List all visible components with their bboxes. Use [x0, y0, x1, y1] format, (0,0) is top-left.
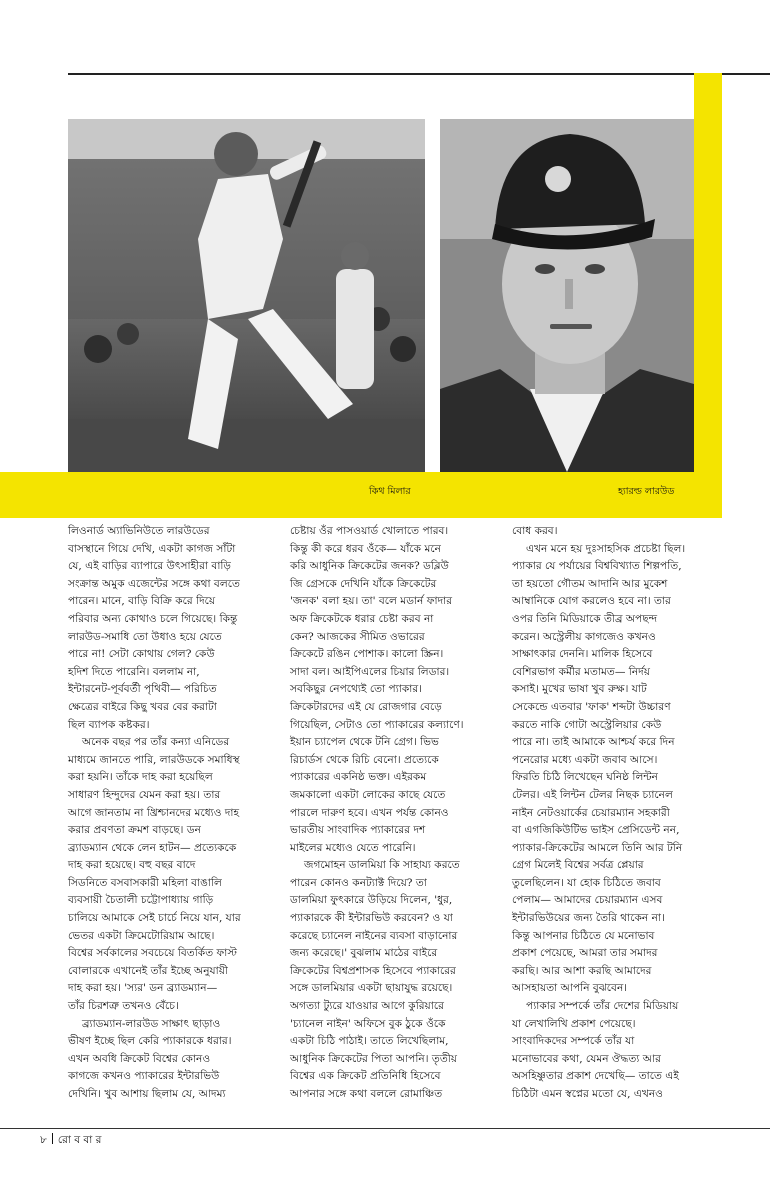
article-line: দাহ করা হয়েছে। বহু বছর বাদে	[68, 859, 196, 872]
article-line: কিন্তু কী করে ধরব ওঁকে— যাঁকে মনে	[290, 542, 441, 555]
article-line: করি আধুনিক ক্রিকেটের জনক? ডব্লিউ	[290, 560, 449, 573]
article-line: গ্রেগ মিলেই বিশ্বের সর্বত্র প্লেয়ার	[512, 859, 644, 872]
article-line: অনেক বছর পর তাঁর কন্যা এনিডের	[82, 736, 230, 749]
article-line: করতে নাকি গোটা অস্ট্রেলিয়ার কেউ	[512, 718, 662, 731]
article-line: দেখিনি। খুব আশায় ছিলাম যে, আদম্য	[68, 1088, 226, 1100]
article-line: পারেন কোনও কনট্যাক্ট দিয়ে? তা	[290, 876, 427, 889]
article-line: পারে না! সেটা কোথায় গেল? কেউ	[68, 648, 215, 661]
article-line: জগমোহন ডালমিয়া কি সাহায্য করতে	[304, 859, 460, 872]
footer-rule	[0, 1128, 770, 1129]
article-line: টেলর। এই লিন্টন টেলর নিছক চ্যানেল	[512, 788, 673, 801]
article-line: প্যাকারকে কী ইন্টারভিউ করবেন? ও যা	[290, 912, 453, 925]
article-line: আপনার সঙ্গে কথা বললে রোমাঞ্চিত	[290, 1088, 443, 1100]
article-line: করেছে চ্যানেল নাইনের ব্যবসা বাড়ানোর	[290, 929, 458, 942]
article-line: বা এগজিকিউটিভ ভাইস প্রেসিডেন্ট নন,	[512, 824, 680, 837]
article-line: লারউড-সমাধি তো উধাও হয়ে যেতে	[68, 630, 222, 643]
article-line: ইয়ান চ্যাপেল থেকে টনি গ্রেগ। ভিভ	[290, 736, 439, 749]
article-line: লিওনার্ড অ্যাভিনিউতে লারউডের	[68, 525, 210, 537]
article-line: প্যাকারের একনিষ্ঠ ভক্ত। এইরকম	[290, 771, 427, 784]
article-line: কাগজে কখনও প্যাকারের ইন্টারভিউ	[68, 1070, 220, 1083]
article-line: সাদা বল। আইপিএলের চিয়ার লিডার।	[290, 665, 450, 678]
yellow-accent-vertical	[694, 73, 722, 518]
article-line: আধুনিক ক্রিকেটের পিতা আপনি। তৃতীয়	[290, 1052, 458, 1065]
article-line: আসহায়তা আপনি বুঝবেন।	[512, 982, 628, 995]
article-line: কিন্তু আপনার চিঠিতে যে মনোভাব	[512, 929, 655, 942]
article-line: হদিশ দিতে পারেনি। বললাম না,	[68, 665, 200, 678]
article-line: করা হয়নি। তাঁকে দাহ করা হয়েছিল	[68, 771, 213, 784]
article-line: জন্য করেছে।' বুঝলাম মাঠের বাইরে	[290, 947, 438, 960]
footer-separator	[52, 1133, 53, 1144]
article-line: করছি। আর আশা করছি আমাদের	[512, 964, 652, 977]
article-line: সবকিছুর নেপথ্যেই তো প্যাকার।	[290, 683, 422, 696]
article-column-2	[290, 523, 503, 1104]
article-line: প্যাকার-ক্রিকেটের আমলে তিনি আর টনি	[512, 841, 683, 854]
article-line: এখন মনে হয় দুঃসাহসিক প্রচেষ্টা ছিল।	[526, 542, 686, 555]
article-line: জি গ্রেসকে দেখিনি যাঁকে ক্রিকেটের	[290, 577, 437, 590]
article-line: জমকালো একটা লোকের কাছে যেতে	[290, 788, 446, 801]
article-line: সঙ্গে ডালমিয়ার একটা ছায়াযুদ্ধ রয়েছে।	[290, 982, 453, 995]
article-line: অগত্যা ট্যুরে যাওয়ার আগে কুরিয়ারে	[290, 1000, 444, 1013]
article-line: চিঠিটা এমন স্বপ্নের মতো যে, এখনও	[512, 1088, 663, 1100]
article-paragraph	[68, 1016, 281, 1104]
article-line: সাংবাদিকদের সম্পর্কে তাঁর যা	[512, 1035, 635, 1048]
photo-caption-left: কিথ মিলার	[369, 486, 411, 497]
article-line: ভারতীয় সাংবাদিক প্যাকারের দশ	[290, 824, 426, 837]
article-column-1	[68, 523, 281, 1104]
article-line: তাঁর চিরশত্রু তখনও বেঁচে।	[68, 1000, 179, 1013]
article-line: ক্রিকেটারদের এই যে রোজগার বেড়ে	[290, 700, 442, 713]
article-line: ব্যবসায়ী চৈতালী চট্টোপাধ্যায় গাড়ি	[68, 894, 214, 907]
article-line: মাইলের মধ্যেও যেতে পারেনি।	[290, 841, 416, 854]
article-line: বাসস্থানে গিয়ে দেখি, একটা কাগজ সাঁটা	[68, 542, 236, 555]
harold-larwood-photo	[440, 119, 694, 472]
article-line: গিয়েছিল, সেটাও তো প্যাকারের কল্যাণে।	[290, 718, 464, 731]
article-line: ক্রিকেটে রঙিন পোশাক। কালো স্ক্রিন।	[290, 648, 444, 661]
article-line: যে, এই বাড়ির ব্যাপারে উৎসাহীরা বাড়ি	[68, 560, 231, 573]
article-line: সেকেন্ডে এতবার 'ফাক' শব্দটা উচ্চারণ	[512, 700, 671, 713]
article-line: ভীষণ ইচ্ছে ছিল কেরি প্যাকারকে ধরার।	[68, 1035, 232, 1048]
page-number: ৮	[40, 1134, 47, 1146]
article-column-3	[512, 523, 742, 1104]
photo-caption-right: হ্যারল্ড লারউড	[618, 486, 675, 497]
article-line: ব্র্যাডম্যান-লারউড সাক্ষাৎ ছাড়াও	[82, 1017, 221, 1030]
article-line: বিশ্বের এক ক্রিকেট প্রতিনিধি হিসেবে	[290, 1070, 441, 1083]
article-line: কেন? আজকের সীমিত ওভারের	[290, 630, 425, 643]
article-line: বেশিরভাগ কর্মীর মতামত— নির্দয়	[512, 665, 650, 678]
article-line: পারে না। তাই আমাকে আশ্চর্য করে দিন	[512, 736, 675, 749]
article-line: সংক্রান্ত অমুক এজেন্টের সঙ্গে কথা বলতে	[68, 577, 240, 590]
page-footer	[40, 1133, 101, 1150]
article-line: ক্রিকেটের বিশ্বপ্রশাসক হিসেবে প্যাকারের	[290, 964, 456, 977]
article-line: যা লেখালিখি প্রকাশ পেয়েছে।	[512, 1017, 636, 1030]
article-line: তা হয়তো গৌতম আদানি আর মুকেশ	[512, 577, 668, 590]
yellow-caption-band	[0, 472, 722, 518]
keith-miller-photo	[68, 119, 425, 472]
article-line: পারলে দারুণ হবে। এখন পর্যন্ত কোনও	[290, 806, 449, 819]
article-paragraph	[68, 734, 281, 1016]
article-line: আম্বানিকে যোগ করলেও হবে না। তার	[512, 595, 671, 608]
article-line: ভেতর একটা ক্রিমেটোরিয়াম আছে।	[68, 929, 215, 942]
article-paragraph	[512, 523, 742, 541]
article-line: 'জনক' বলা হয়। তা' বলে মডার্ন ফাদার	[290, 595, 453, 608]
article-line: দাহ করা হয়। 'স্যর' ডন ব্র্যাডম্যান—	[68, 982, 218, 995]
article-line: কসাই। মুখের ভাষা খুব রুক্ষ। যাট	[512, 683, 647, 696]
article-line: ছিল ব্যাপক কষ্টকর।	[68, 718, 150, 731]
article-paragraph	[290, 857, 503, 1103]
article-line: প্যাকার যে পর্যায়ের বিশ্ববিখ্যাত শিল্পপতি,	[512, 560, 682, 573]
article-line: ইন্টারভিউয়ের জন্য তৈরি থাকেন না।	[512, 912, 665, 925]
article-line: চেষ্টায় ওঁর পাসওয়ার্ড খোলাতে পারব।	[290, 525, 449, 537]
article-line: করার প্রবণতা ক্রমশ বাড়ছে। ডন	[68, 824, 201, 837]
article-line: সাক্ষাৎকার দেননি। মালিক হিসেবে	[512, 648, 653, 661]
article-line: রিচার্ডস থেকে রিচি বেনো। প্রত্যেকে	[290, 753, 439, 766]
article-line: একটা চিঠি পাঠাই। তাতে লিখেছিলাম,	[290, 1035, 449, 1048]
article-line: মাধ্যমে জানতে পারি, লারউডকে সমাধিস্থ	[68, 753, 240, 766]
article-line: ওপর তিনি মিডিয়াকে তীব্র অপছন্দ	[512, 612, 658, 625]
article-line: বিশ্বের সর্বকালের সবচেয়ে বিতর্কিত ফাস্ট	[68, 947, 237, 960]
article-line: করেন। অস্ট্রেলীয় কাগজেও কখনও	[512, 630, 656, 643]
top-rule	[68, 73, 770, 75]
article-line: পনেরোর মধ্যে একটা জবাব আসে।	[512, 753, 658, 766]
article-line: পারেন। মানে, বাড়ি বিক্রি করে দিয়ে	[68, 595, 216, 608]
article-line: ইন্টারনেট-পূর্ববর্তী পৃথিবী— পরিচিত	[68, 683, 217, 696]
article-line: সাধারণ হিন্দুদের যেমন করা হয়। তার	[68, 788, 221, 801]
article-line: ক্ষেত্রের বাইরে কিছু খবর বের করাটা	[68, 700, 217, 713]
article-line: বোলারকে এখানেই তাঁর ইচ্ছে অনুযায়ী	[68, 964, 228, 977]
article-line: সিডনিতে বসবাসকারী মহিলা বাঙালি	[68, 876, 222, 889]
article-line: প্রকাশ পেয়েছে, আমরা তার সমাদর	[512, 947, 658, 960]
article-line: অফ ক্রিকেটকে ধরার চেষ্টা করব না	[290, 612, 434, 625]
article-paragraph	[512, 998, 742, 1104]
article-paragraph	[68, 523, 281, 734]
article-line: নাইন নেটওয়ার্কের চেয়ারম্যান সহকারী	[512, 806, 670, 819]
article-line: চালিয়ে আমাকে সেই চার্চে নিয়ে যান, যার	[68, 912, 241, 925]
article-line: ব্র্যাডম্যান থেকে লেন হাটন— প্রত্যেককে	[68, 841, 237, 854]
article-paragraph	[290, 523, 503, 857]
article-line: 'চ্যানেল নাইন' অফিসে বুক ঠুকে ওঁকে	[290, 1017, 446, 1030]
article-line: অসহিষ্ণুতার প্রকাশ দেখেছি— তাতে এই	[512, 1070, 679, 1083]
article-line: ডালমিয়া ফুৎকারে উড়িয়ে দিলেন, 'ধুর,	[290, 894, 453, 907]
article-line: পরিবার অন্য কোথাও চলে গিয়েছে। কিন্তু	[68, 612, 238, 625]
article-line: এখন অবধি ক্রিকেট বিশ্বের কোনও	[68, 1052, 211, 1065]
article-line: পেলাম— আমাদের চেয়ারম্যান এসব	[512, 894, 663, 907]
article-line: ফিরতি চিঠি লিখেছেন ঘনিষ্ঠ লিন্টন	[512, 771, 659, 784]
article-line: আগে জানতাম না খ্রিশ্চানদের মধ্যেও দাহ	[68, 806, 240, 819]
article-line: প্যাকার সম্পর্কে তাঁর দেশের মিডিয়ায়	[526, 1000, 679, 1013]
article-line: তুলেছিলেন। যা হোক চিঠিতে জবাব	[512, 876, 661, 889]
article-line: মনোভাবের কথা, যেমন ঔদ্ধত্য আর	[512, 1052, 661, 1065]
article-paragraph	[512, 541, 742, 998]
magazine-name: রো ব বা র	[57, 1134, 102, 1146]
article-line: বোধ করব।	[512, 525, 558, 537]
